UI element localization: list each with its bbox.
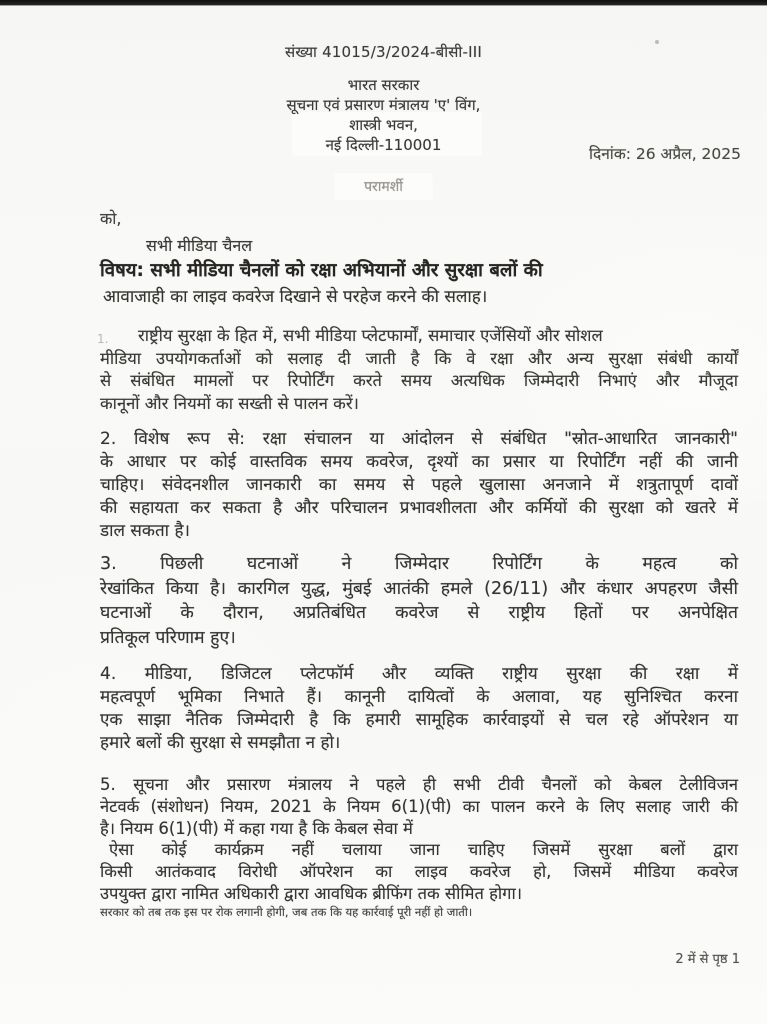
- para-line: मीडिया उपयोगकर्ताओं को सलाह दी जाती है कि वे रक्षा और अन्य सुरक्षा संबंधी कार्यों: [100, 348, 738, 368]
- para-line: हमारे बलों की सुरक्षा से समझौता न हो।: [100, 733, 341, 753]
- para-2: [100, 428, 738, 543]
- para-line: डाल सकता है।: [100, 521, 190, 541]
- para-line: 4. मीडिया, डिजिटल प्लेटफॉर्म और व्यक्ति राष्ट्रीय सुरक्षा की रक्षा में: [100, 664, 738, 684]
- govt-name: भारत सरकार: [347, 76, 420, 94]
- subject-line-2: आवाजाही का लाइव कवरेज दिखाने से परहेज करने की सलाह।: [103, 287, 488, 307]
- date-line: दिनांक: 26 अप्रैल, 2025: [588, 145, 741, 163]
- para-line: नेटवर्क (संशोधन) नियम, 2021 के नियम 6(1)(पी) का पालन करने के लिए सलाह जारी की: [100, 796, 738, 816]
- para-1-number: 1.: [97, 332, 109, 346]
- doc-type-label: परामर्शी: [334, 173, 433, 200]
- para-line: [97, 325, 738, 348]
- para-line: 3. पिछली घटनाओं ने जिम्मेदार रिपोर्टिंग के महत्व को: [100, 554, 738, 574]
- footnote: सरकार को तब तक इस पर रोक लगानी होगी, जब तक कि यह कार्रवाई पूरी नहीं हो जाती।: [100, 905, 473, 919]
- subject-block: [100, 258, 700, 307]
- para-3: [100, 552, 738, 650]
- letter-header: [0, 42, 767, 155]
- salutation: को,: [100, 209, 122, 228]
- para-line: 2. विशेष रूप से: रक्षा संचालन या आंदोलन से संबंधित "स्रोत-आधारित जानकारी": [100, 429, 738, 449]
- para-line: चाहिए। संवेदनशील जानकारी का समय से पहले खुलासा अनजाने में शत्रुतापूर्ण दावों: [100, 475, 738, 495]
- para-1: [97, 325, 738, 415]
- para-line: ऐसा कोई कार्यक्रम नहीं चलाया जाना चाहिए जिसमें सुरक्षा बलों द्वारा: [109, 840, 738, 860]
- para-4: [100, 663, 738, 755]
- para-line: प्रतिकूल परिणाम हुए।: [100, 627, 236, 648]
- para-line: कानूनों और नियमों का सख्ती से पालन करें।: [100, 393, 359, 413]
- para-line: एक साझा नैतिक जिम्मेदारी है कि हमारी सामूहिक कार्रवाइयों से चल रहे ऑपरेशन या: [100, 710, 738, 730]
- para-line: रेखांकित किया है। कारगिल युद्ध, मुंबई आतंकी हमले (26/11) और कंधार अपहरण जैसी: [100, 578, 738, 599]
- city-line: नई दिल्ली-110001: [325, 136, 442, 154]
- para-line: से संबंधित मामलों पर रिपोर्टिंग करते समय अत्यधिक जिम्मेदारी निभाएं और मौजूदा: [100, 371, 738, 390]
- addressee: सभी मीडिया चैनल: [146, 236, 253, 255]
- para-line: 5. सूचना और प्रसारण मंत्रालय ने पहले ही सभी टीवी चैनलों को केबल टेलीविजन: [100, 775, 738, 794]
- para-line: महत्वपूर्ण भूमिका निभाते हैं। कानूनी दायित्वों के अलावा, यह सुनिश्चित करना: [100, 687, 738, 707]
- para-5: [100, 774, 738, 905]
- page-indicator: 2 में से पृष्ठ 1: [675, 952, 740, 967]
- para-line: है। नियम 6(1)(पी) में कहा गया है कि केबल सेवा में: [100, 818, 413, 838]
- para-line: की सहायता कर सकता है और परिचालन प्रभावशीलता और कर्मियों की सुरक्षा को खतरे में: [100, 498, 738, 518]
- para-line: घटनाओं के दौरान, अप्रतिबंधित कवरेज से राष्ट्रीय हितों पर अनपेक्षित: [100, 603, 738, 623]
- para-line: उपयुक्त द्वारा नामित अधिकारी द्वारा आवधिक ब्रीफिंग तक सीमित होगा।: [100, 883, 522, 903]
- subject-line-1: विषय: सभी मीडिया चैनलों को रक्षा अभियानों और सुरक्षा बलों की: [100, 260, 543, 281]
- para-line: किसी आतंकवाद विरोधी ऑपरेशन का लाइव कवरेज हो, जिसमें मीडिया कवरेज: [100, 862, 738, 882]
- ref-number: संख्या 41015/3/2024-बीसी-III: [285, 43, 482, 61]
- building-name: शास्त्री भवन,: [349, 116, 418, 134]
- para-line: के आधार पर कोई वास्तविक समय कवरेज, दृश्यों का प्रसार या रिपोर्टिंग नहीं की जानी: [100, 452, 738, 472]
- ministry-name: सूचना एवं प्रसारण मंत्रालय 'ए' विंग,: [286, 96, 481, 114]
- para-line-text: राष्ट्रीय सुरक्षा के हित में, सभी मीडिया प्लेटफार्मों, समाचार एजेंसियों और सोशल: [138, 326, 603, 345]
